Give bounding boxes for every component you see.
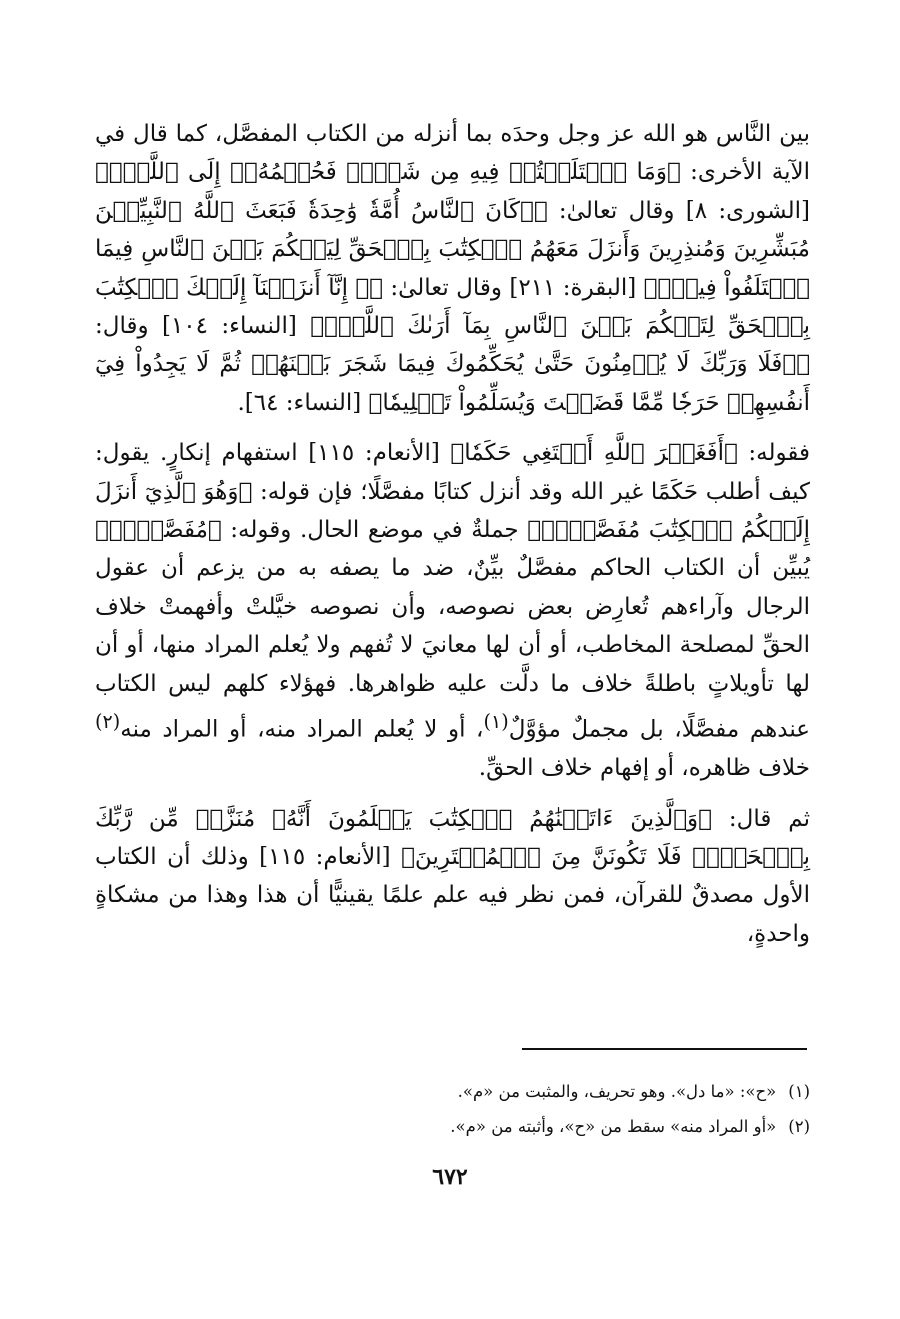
page-number: ٦٧٢	[432, 1164, 468, 1190]
main-text	[95, 115, 810, 953]
paragraph-2-text: فقوله: ﴿أَفَغَيۡرَ ٱللَّهِ أَبۡتَغِي حَكَمٗا﴾ [الأنعام: ١١٥] استفهام إنكارٍ. يقول: كيف أطلب حَكَمًا غير الله وقد أنزل كتابًا مفصَّلًا؛ فإن قوله: ﴿وَهُوَ ٱلَّذِيٓ أَنزَلَ إِلَيۡكُمُ ٱلۡكِتَٰبَ مُفَصَّلٗاۚ﴾ جملةٌ في موضع الحال. وقوله: ﴿مُفَصَّلٗاۚ﴾ يُبيِّن أن الكتاب الحاكم مفصَّلٌ بيِّنٌ، ضد ما يصفه به من يزعم أن عقول الرجال وآراءهم تُعارِض بعض نصوصه، وأن نصوصه خيَّلتْ وأفهمتْ خلاف الحقِّ لمصلحة المخاطب، أو أن لها معانيَ لا تُفهم ولا يُعلم المراد منها، أو أن لها تأويلاتٍ باطلةً خلاف ما دلَّت عليه ظواهرها. فهؤلاء كلهم ليس الكتاب عندهم مفصَّلًا، بل مجملٌ مؤوَّلٌ	[95, 440, 810, 743]
footnote-number: (٢)	[788, 1117, 810, 1136]
paragraph-2-ending: خلاف ظاهره، أو إفهام خلاف الحقِّ.	[478, 755, 810, 782]
footnote-divider	[522, 1048, 807, 1050]
paragraph-2	[95, 434, 810, 787]
paragraph-1: بين النَّاس هو الله عز وجل وحدَه بما أنزله من الكتاب المفصَّل، كما قال في الآية الأخرى: ﴿وَمَا ٱخۡتَلَفۡتُمۡ فِيهِ مِن شَيۡءٖ فَحُكۡمُهُۥٓ إِلَى ٱللَّهِۚ﴾ [الشورى: ٨] وقال تعالىٰ: ﴿۞كَانَ ٱلنَّاسُ أُمَّةٗ وَٰحِدَةٗ فَبَعَثَ ٱللَّهُ ٱلنَّبِيِّـۧنَ مُبَشِّرِينَ وَمُنذِرِينَ وَأَنزَلَ مَعَهُمُ ٱلۡكِتَٰبَ بِٱلۡحَقِّ لِيَحۡكُمَ بَيۡنَ ٱلنَّاسِ فِيمَا ٱخۡتَلَفُواْ فِيهِۚ﴾ [البقرة: ٢١١] وقال تعالىٰ: ﴿۞ إِنَّآ أَنزَلۡنَآ إِلَيۡكَ ٱلۡكِتَٰبَ بِٱلۡحَقِّ لِتَحۡكُمَ بَيۡنَ ٱلنَّاسِ بِمَآ أَرَىٰكَ ٱللَّهُۚ﴾ [النساء: ١٠٤] وقال: ﴿۞فَلَا وَرَبِّكَ لَا يُؤۡمِنُونَ حَتَّىٰ يُحَكِّمُوكَ فِيمَا شَجَرَ بَيۡنَهُمۡ ثُمَّ لَا يَجِدُواْ فِيٓ أَنفُسِهِمۡ حَرَجٗا مِّمَّا قَضَيۡتَ وَيُسَلِّمُواْ تَسۡلِيمٗا﴾ [النساء: ٦٤].	[95, 121, 810, 416]
footnote-text: «ح»: «ما دل». وهو تحريف، والمثبت من «م».	[457, 1082, 777, 1101]
footnote-ref-1: (١)	[483, 710, 509, 734]
footnote-text: «أو المراد منه» سقط من «ح»، وأثبته من «م».	[450, 1117, 777, 1136]
paragraph-3: ثم قال: ﴿وَٱلَّذِينَ ءَاتَيۡنَٰهُمُ ٱلۡكِتَٰبَ يَعۡلَمُونَ أَنَّهُۥ مُنَزَّلٞ مِّن رَّبِّكَ بِٱلۡحَقِّۖ فَلَا تَكُونَنَّ مِنَ ٱلۡمُمۡتَرِينَ﴾ [الأنعام: ١١٥] وذلك أن الكتاب الأول مصدقٌ للقرآن، فمن نظر فيه علم علمًا يقينيًّا أن هذا وهذا من مشكاةٍ واحدةٍ،	[95, 805, 810, 947]
paragraph-2-continuation: ، أو لا يُعلم المراد منه، أو المراد منه	[120, 716, 484, 743]
footnote-ref-2: (٢)	[95, 710, 121, 734]
footnote-1	[95, 1074, 810, 1109]
footnote-2	[95, 1109, 810, 1144]
footnotes	[95, 1074, 810, 1144]
footnote-number: (١)	[788, 1082, 810, 1101]
